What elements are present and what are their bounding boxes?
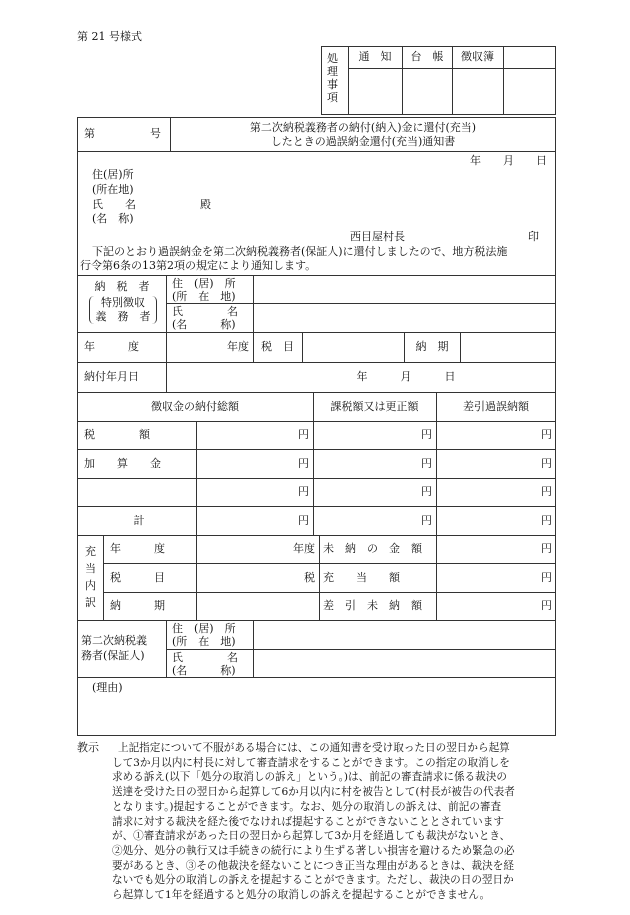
yen-unit: 円 — [421, 428, 432, 442]
notice-line: ないでも処分の取消しの訴えを提起することができます。ただし、裁決の日の翌日か — [112, 874, 514, 887]
year-unit: 年度 — [227, 340, 249, 354]
alloc-period-label: 納 期 — [110, 599, 165, 613]
taxpayer-address-sub: (所 在 地) — [172, 290, 236, 303]
honorific: 殿 — [200, 198, 211, 211]
payment-date-label: 納付年月日 — [84, 370, 139, 384]
address-label: 住(居)所 — [92, 168, 134, 181]
body-line1: 下記のとおり過誤納金を第二次納税義務者(保証人)に還付しましたので、地方税法施 — [92, 245, 508, 258]
processing-label: 処理事項 — [327, 52, 338, 104]
alloc-tax-item-label: 税 目 — [110, 570, 165, 584]
second-taxpayer-label2: 務者(保証人) — [81, 649, 145, 662]
row-tax-amount: 税 額 — [84, 428, 150, 442]
notice-line: ②処分、処分の執行又は手続きの続行により生ずる著しい損害を避けるため緊急の必 — [112, 844, 515, 857]
address-sub: (所在地) — [92, 183, 134, 196]
yen-unit: 円 — [541, 485, 552, 499]
col-overpayment: 差引過誤納額 — [463, 399, 529, 413]
yen-unit: 円 — [421, 513, 432, 527]
col-assessed-amount: 課税額又は更正額 — [330, 399, 419, 413]
notice-line: ら起算して1年を経過すると処分の取消しの訴えを提起することができません。 — [112, 889, 491, 902]
number-label: 第 号 — [84, 127, 161, 141]
yen-unit: 円 — [421, 456, 432, 470]
issuer-name: 西目屋村長 — [350, 230, 405, 243]
issue-date: 年 月 日 — [470, 154, 547, 167]
alloc-year-unit: 年度 — [293, 542, 315, 556]
notice-line: して3か月以内に村長に対して審査請求をすることができます。この指定の取消しを — [112, 756, 510, 769]
alloc-net-unpaid: 差 引 未 納 額 — [323, 599, 422, 613]
yen-unit: 円 — [298, 456, 309, 470]
second-name-label: 氏 名 — [172, 651, 238, 664]
alloc-applied-amount: 充 当 額 — [323, 570, 400, 584]
name-label: 氏 名 — [92, 198, 136, 211]
form-number: 第 21 号様式 — [77, 30, 142, 43]
notice-label: 教示 — [77, 741, 99, 754]
second-taxpayer-label1: 第二次納税義 — [81, 634, 147, 647]
row-surcharge: 加 算 金 — [84, 456, 161, 470]
processing-col-ledger: 台 帳 — [410, 50, 444, 64]
col-total-payment: 徴収金の納付総額 — [151, 399, 239, 413]
title-line1: 第二次納税義務者の納付(納入)金に還付(充当) — [249, 121, 477, 134]
body-line2: 行令第6条の13第2項の規定により通知します。 — [80, 259, 317, 272]
row-blank — [84, 478, 194, 506]
name-sub: (名 称) — [92, 212, 134, 225]
tax-item-label: 税 目 — [261, 340, 294, 354]
yen-unit: 円 — [421, 485, 432, 499]
notice-line: となります。)提起することができます。なお、処分の取消しの訴えは、前記の審査 — [112, 800, 502, 813]
taxpayer-label: 納 税 者 — [94, 280, 150, 293]
taxpayer-name-label: 氏 名 — [172, 305, 238, 318]
notice-line: が、①審査請求があった日の翌日から起算して3か月を経過しても裁決がないとき、 — [112, 830, 511, 843]
second-address-sub: (所 在 地) — [172, 635, 236, 648]
payment-period-label: 納 期 — [415, 340, 449, 354]
yen-unit: 円 — [541, 542, 552, 556]
yen-unit: 円 — [298, 513, 309, 527]
alloc-tax-unit: 税 — [304, 570, 315, 584]
special-collector-bracket — [89, 296, 157, 324]
yen-unit: 円 — [541, 599, 552, 613]
yen-unit: 円 — [298, 485, 309, 499]
year-label: 年 度 — [84, 340, 139, 354]
taxpayer-name-sub: (名 称) — [172, 318, 236, 331]
notice-line: 求める訴え(以下「処分の取消しの訴え」という。)は、前記の審査請求に係る裁決の — [112, 771, 507, 784]
second-name-sub: (名 称) — [172, 664, 236, 677]
notice-line: 請求に対する裁決を経た後でなければ提起することができないこととされています — [112, 815, 504, 828]
yen-unit: 円 — [541, 513, 552, 527]
notice-line: 送達を受けた日の翌日から起算して6か月以内に村を被告として(村長が被告の代表者 — [112, 786, 515, 799]
special-collector-label: 特別徴収 — [101, 296, 145, 309]
alloc-unpaid-amount: 未 納 の 金 額 — [323, 542, 422, 556]
notice-line: 上記指定について不服がある場合には、この通知書を受け取った日の翌日から起算 — [118, 742, 510, 754]
second-address-label: 住 (居) 所 — [172, 622, 236, 635]
yen-unit: 円 — [541, 456, 552, 470]
allocation-side-label: 充当内訳 — [85, 545, 96, 609]
title-line2: したときの過誤納金還付(充当)通知書 — [270, 135, 456, 148]
processing-col-notice: 通 知 — [358, 50, 392, 64]
collector-obligor-label: 義 務 者 — [95, 309, 151, 323]
notice-line: 要があるとき、③その他裁決を経ないことにつき正当な理由があるときは、裁決を経 — [112, 859, 514, 872]
taxpayer-address-label: 住 (居) 所 — [172, 277, 236, 290]
seal-mark: 印 — [528, 230, 539, 243]
processing-col-collection: 徴収簿 — [461, 50, 494, 64]
reason-label: (理由) — [92, 681, 123, 694]
notice-text — [112, 741, 556, 903]
yen-unit: 円 — [298, 428, 309, 442]
alloc-year-label: 年 度 — [110, 542, 165, 556]
payment-date-value: 年 月 日 — [356, 370, 456, 384]
row-total: 計 — [133, 513, 145, 527]
yen-unit: 円 — [541, 570, 552, 584]
yen-unit: 円 — [541, 428, 552, 442]
